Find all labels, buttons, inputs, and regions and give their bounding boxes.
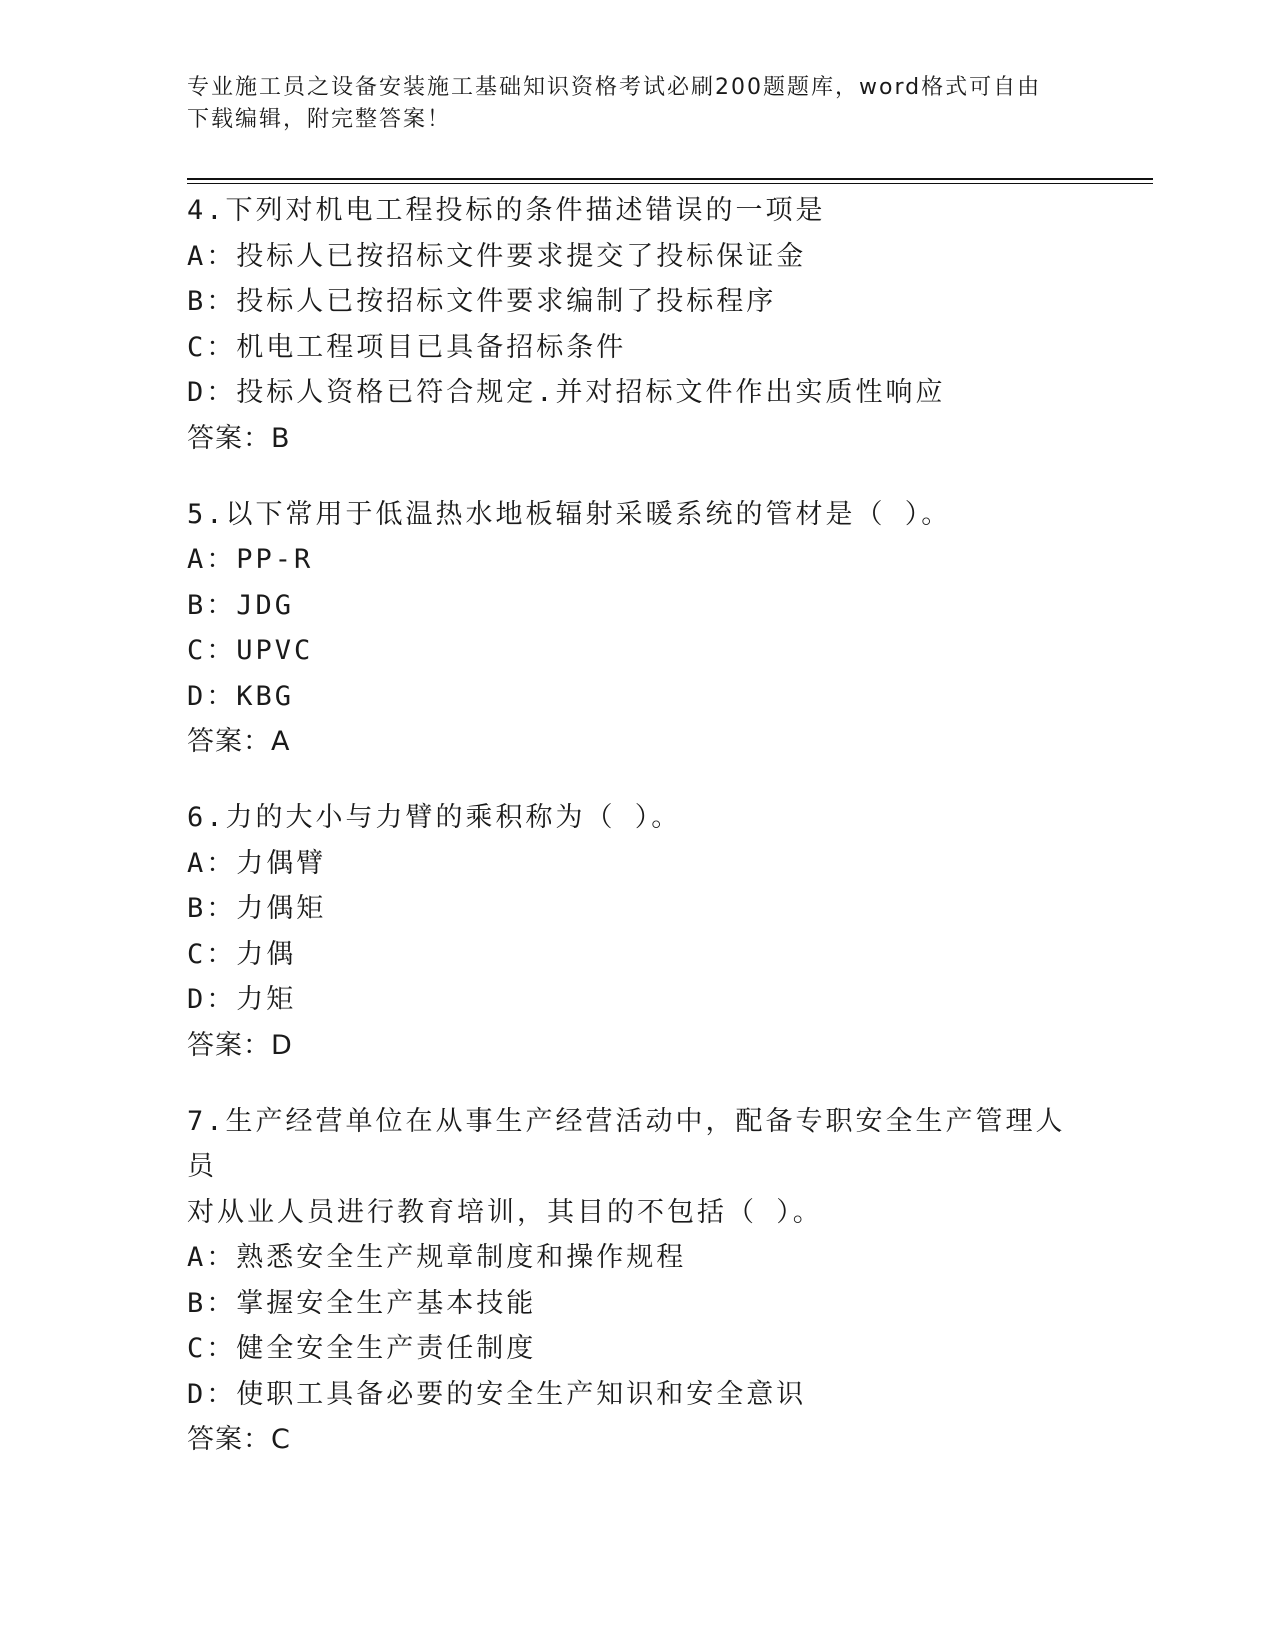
option-b: B：掌握安全生产基本技能 (187, 1287, 537, 1319)
question-stem: 6.力的大小与力臂的乘积称为（ ）。 (187, 802, 682, 833)
option-a: A：力偶臂 (187, 847, 327, 879)
header-divider-thick (187, 178, 1153, 180)
answer-label: 答案：C (187, 1424, 291, 1455)
option-d: D：使职工具备必要的安全生产知识和安全意识 (187, 1378, 807, 1410)
question-5 (187, 492, 1087, 766)
option-b: B：JDG (187, 589, 295, 621)
option-d: D：力矩 (187, 984, 297, 1015)
question-6 (187, 795, 1087, 1069)
option-d: D：投标人资格已符合规定.并对招标文件作出实质性响应 (187, 377, 946, 408)
header-divider-thin (187, 183, 1153, 184)
question-7 (187, 1099, 1087, 1464)
option-a: A：熟悉安全生产规章制度和操作规程 (187, 1242, 687, 1273)
document-header (187, 72, 1067, 136)
question-stem: 5.以下常用于低温热水地板辐射采暖系统的管材是（ ）。 (187, 498, 952, 530)
option-a: A：投标人已按招标文件要求提交了投标保证金 (187, 240, 807, 272)
answer-label: 答案：D (187, 1029, 293, 1061)
option-c: C：UPVC (187, 635, 314, 666)
option-b: B：力偶矩 (187, 893, 327, 924)
option-b: B：投标人已按招标文件要求编制了投标程序 (187, 286, 777, 317)
option-c: C：机电工程项目已具备招标条件 (187, 331, 627, 363)
question-stem-line-2: 对从业人员进行教育培训，其目的不包括（ ）。 (187, 1196, 823, 1228)
question-stem-line-1: 7.生产经营单位在从事生产经营活动中，配备专职安全生产管理人员 (187, 1105, 1066, 1182)
option-a: A：PP-R (187, 544, 314, 575)
option-d: D：KBG (187, 680, 295, 712)
header-line-1: 专业施工员之设备安装施工基础知识资格考试必刷200题题库，word格式可自由 (187, 75, 1042, 100)
question-stem: 4.下列对机电工程投标的条件描述错误的一项是 (187, 195, 826, 226)
option-c: C：健全安全生产责任制度 (187, 1333, 537, 1364)
question-list (187, 188, 1087, 1493)
header-line-2: 下载编辑，附完整答案！ (187, 107, 452, 132)
option-c: C：力偶 (187, 938, 297, 970)
answer-label: 答案：A (187, 726, 291, 757)
answer-label: 答案：B (187, 422, 291, 454)
question-4 (187, 188, 1087, 462)
